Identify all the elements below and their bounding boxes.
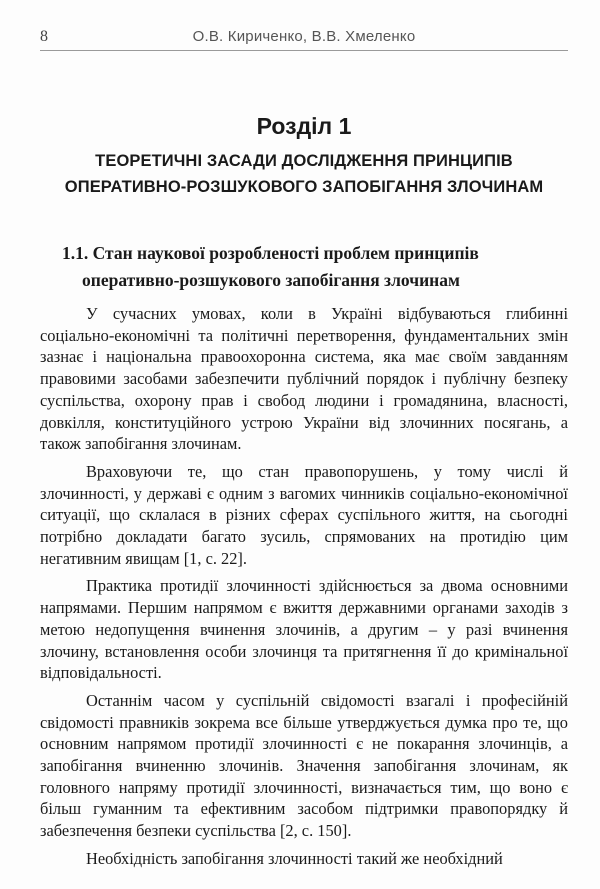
running-header <box>40 28 568 51</box>
paragraph: Практика протидії злочинності здійснюється за двома основними напрямами. Першим напрямом є вжиття державними органами заходів з метою недопущення вчинення злочинів, а другим – у разі вчинення злочину, встановлення особи злочинця та притягнення її до кримінальної відповідальності. <box>40 576 568 683</box>
section-title <box>62 240 568 294</box>
paragraph: Враховуючи те, що стан правопорушень, у тому числі й злочинності, у державі є одним з вагомих чинників соціально-економічної ситуації, що склалася в різних сферах суспільного життя, на сьогодні потрібно докладати багато зусиль, спрямованих на протидію цим негативним явищам [1, с. 22]. <box>40 461 568 568</box>
page-number: 8 <box>40 28 48 45</box>
chapter-title-line-1: ТЕОРЕТИЧНІ ЗАСАДИ ДОСЛІДЖЕННЯ ПРИНЦИПІВ <box>95 152 513 170</box>
section-title-line-2: оперативно-розшукового запобігання злочинам <box>82 270 460 290</box>
chapter-title-line-2: ОПЕРАТИВНО-РОЗШУКОВОГО ЗАПОБІГАННЯ ЗЛОЧИНАМ <box>64 178 544 196</box>
paragraph: У сучасних умовах, коли в Україні відбуваються глибинні соціально-економічні та політичні перетворення, фундаментальних змін зазнає і національна правоохоронна система, яка має своїм завданням правовими засобами забезпечити публічний порядок і публічну безпеку суспільства, охорону прав і свобод людини і громадянина, власності, довкілля, конституційного устрою України від злочинних посягань, а також запобігання злочинам. <box>40 304 568 454</box>
section-title-line-1: 1.1. Стан наукової розробленості проблем принципів <box>62 243 479 263</box>
header-authors: О.В. Кириченко, В.В. Хмеленко <box>192 28 416 45</box>
paragraph: Останнім часом у суспільній свідомості взагалі і професійній свідомості правників зокрема все більше утверджується думка про те, що основним напрямом протидії злочинності є не покарання злочинців, а запобігання вчиненню злочинів. Значення запобігання злочинам, як головного напряму протидії злочинності, визначається тим, що воно є більш гуманним та ефективним засобом підтримки правопорядку й забезпечення безпеки суспільства [2, с. 150]. <box>40 690 568 841</box>
body-text <box>40 303 568 876</box>
chapter-title <box>40 148 568 200</box>
paragraph: Необхідність запобігання злочинності такий же необхідний <box>86 848 503 868</box>
chapter-label: Розділ 1 <box>256 113 352 139</box>
